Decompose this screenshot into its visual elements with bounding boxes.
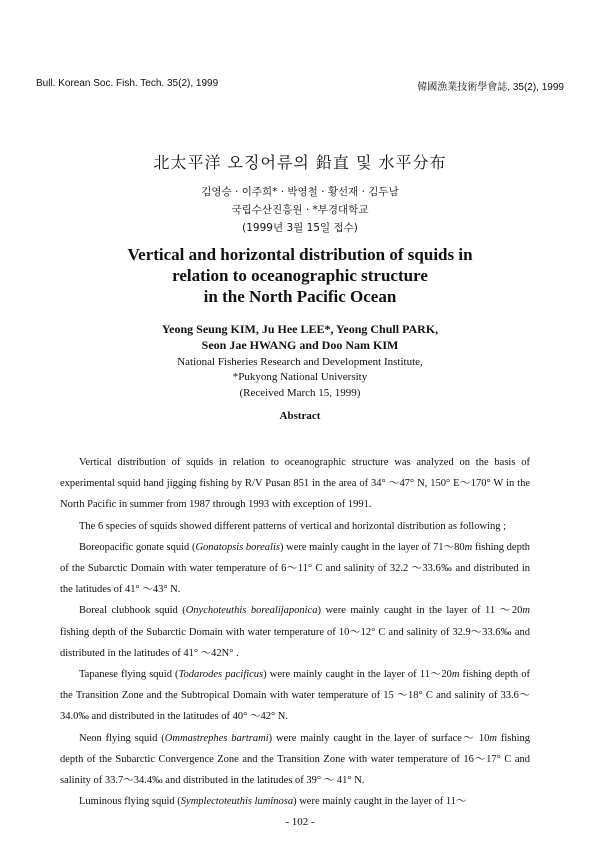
abstract-paragraph: Boreal clubhook squid (Onychoteuthis borealijaponica) were mainly caught in the layer of 11 ～20m fishing depth of the Subarctic Domain with water temperature of 10～12° C and salinity of 32.9～33.6‰ and distributed in the latitudes of 41° ～42N° . [60,605,530,659]
english-title [0,244,600,307]
english-title-line: relation to oceanographic structure [172,266,428,285]
english-authors [0,321,600,353]
korean-received-date: (1999년 3월 15일 접수) [242,222,358,234]
abstract-paragraph: Tapanese flying squid (Todarodes pacificus) were mainly caught in the layer of 11～20m fishing depth of the Transition Zone and the Subtropical Domain with water temperature of 15 ～18° C and salinity of 33.6～34.0‰ and distributed in the latitudes of 40° ～42° N. [60,669,530,723]
abstract-paragraph: Neon flying squid (Ommastrephes bartrami) were mainly caught in the layer of surface～ 10m fishing depth of the Subarctic Convergence Zone and the Transition Zone with water temperature of 16～17° C and salinity of 33.7～34.4‰ and distributed in the latitudes of 39° ～ 41° N. [60,732,531,787]
species-name: Todarodes pacificus [178,669,264,681]
abstract-paragraph: Boreopacific gonate squid (Gonatopsis borealis) were mainly caught in the layer of 71～80m fishing depth of the Subarctic Domain with water temperature of 6～11° C and salinity of 32.2 ～33.6‰ and distributed in the latitudes of 41° ～43° N. [60,541,530,596]
abstract-paragraph: Luminous flying squid (Symplectoteuthis luminosa) were mainly caught in the layer of 11～ [79,796,467,808]
english-title-line: in the North Pacific Ocean [203,287,397,306]
page-number: - 102 - [285,816,315,828]
species-name: Ommastrephes bartrami [164,732,269,744]
affiliation-line: *Pukyong National University [232,371,368,383]
unit: m [464,541,473,553]
species-name: Gonatopsis borealis [195,541,280,553]
abstract-body [60,452,530,812]
abstract-paragraph: Vertical distribution of squids in relation to oceanographic structure was analyzed on the basis of experimental squid hand jigging fishing by R/V Pusan 851 in the area of 34° ～47° N, 150° E～170° W in the North Pacific in summer from 1987 through 1993 with exception of 1991. [60,457,530,511]
english-affiliation [0,355,600,385]
abstract-heading: Abstract [279,410,321,422]
author-line: Seon Jae HWANG and Doo Nam KIM [201,338,399,352]
author-line: Yeong Seung KIM, Ju Hee LEE*, Yeong Chull PARK, [161,322,439,336]
affiliation-line: National Fisheries Research and Development Institute, [177,356,423,368]
english-received-date: (Received March 15, 1999) [239,387,361,399]
species-name: Symplectoteuthis luminosa [180,796,294,808]
korean-authors: 김영승 · 이주희* · 박영철 · 황선재 · 김두남 [201,186,399,198]
english-title-line: Vertical and horizontal distribution of squids in [127,245,473,264]
unit: m [522,605,530,617]
unit: m [489,732,497,744]
korean-affiliation: 국립수산진흥원 · *부경대학교 [231,204,369,216]
journal-citation-left: Bull. Korean Soc. Fish. Tech. 35(2), 1999 [36,78,219,89]
korean-title: 北太平洋 오징어류의 鉛直 및 水平分布 [153,153,447,172]
species-name: Onychoteuthis borealijaponica [185,605,318,617]
abstract-paragraph: The 6 species of squids showed different patterns of vertical and horizontal distribution as following ; [79,520,506,532]
unit: m [451,669,460,681]
journal-citation-right: 韓國漁業技術學會誌, 35(2), 1999 [417,82,564,93]
